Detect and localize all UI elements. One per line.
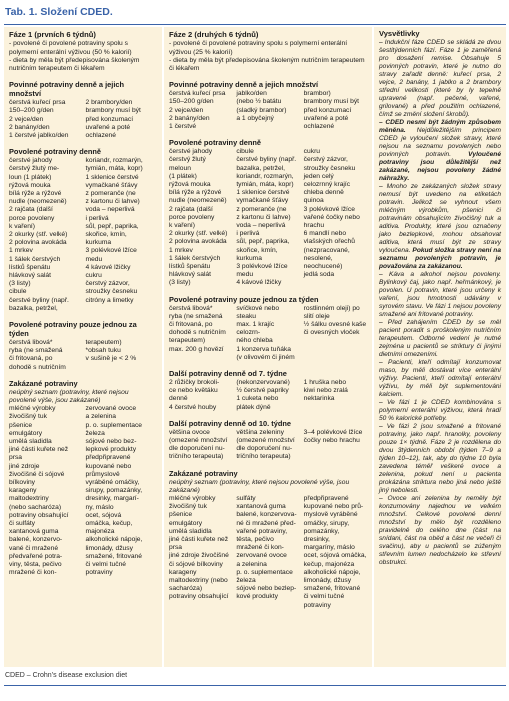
phase1-limited-title: Povolené potraviny pouze jednou za týden xyxy=(9,319,137,338)
explanation-p2 xyxy=(379,119,501,183)
phase1-limited-grid xyxy=(9,339,157,372)
phase1-forbidden-title: Zakázané potraviny xyxy=(9,378,78,388)
table-footnote: CDED – Crohn’s disease exclusion diet xyxy=(5,672,128,679)
explanation-p2-body: Nejdůležitějším principem CDED je vyloučení složek stravy, které nejsou na seznamu povolených nebo povinných potravin. xyxy=(379,127,501,158)
phase2-week7-col3: 1 hruška nebo kiwi nebo zralá nektarinka xyxy=(303,379,348,403)
phase1-bullets: - povolené či povolené potraviny spolu s polymerní enterální výživou (50 % kalorií) - dieta by měla být předepisována školeným nutričním terapeutem či lékařem xyxy=(9,40,140,72)
phase2-week7-col1: 2 růžičky brokoli- ce nebo květáku denně 4 čerstvé houby xyxy=(169,379,220,411)
phase2-allowed-col3: cukru čerstvý zázvor, stroužky česneku jeden celý celozrnný krajíc chleba denně quinoa 3 polévkové lžíce vařené čočky nebo hrachu 6 mandlí nebo vlašských ořechů (nezpracované, nesolené, neochucené) jedlá soda xyxy=(303,148,360,279)
phase1-forbidden-col1: mléčné výrobky živočišný tuk pšenice emulgátory umělá sladidla jiné části kuřete než prsa jiné zdroje živočišné či sójové bílkoviny karageny maltodextriny (nebo sacharóza) potraviny obsahující či sulfáty xantanová guma balené, konzervo- vané či mražené předvařené potra- viny, těsta, pečivo mražené či kon- xyxy=(9,405,69,577)
phase1-allowed-title: Povolené potraviny denně xyxy=(9,147,101,157)
phase2-forbidden-col1: mléčné výrobky živočišný tuk pšenice emulgátory umělá sladidla jiné části kuřete než prsa jiné zdroje živočišné či sójové bílkoviny karageny maltodextriny (nebo sacharóza) potraviny obsahující xyxy=(169,495,229,601)
phase1-title: Fáze 1 (prvních 6 týdnů) xyxy=(9,30,96,39)
explanation-p2-emphasis: Vyloučené potraviny jsou důležitější než zakázané, nejsou povoleny žádné náhražky. xyxy=(379,151,501,182)
phase2-week10-title: Další potraviny denně od 10. týdne xyxy=(169,418,291,428)
phase2-limited-col1: čerstvá libová* ryba (ne smažená či fritovaná, po dohodě s nutričním terapeutem) max. 200 g hovězí xyxy=(169,304,226,353)
phase1-mandatory-title: Povinné potraviny denně a jejich množství xyxy=(9,80,124,99)
phase1-allowed-grid xyxy=(9,157,157,313)
phase1-mandatory-col1: čerstvá kuřecí prsa 150–200 g/den 2 vejce/den 2 banány/den 1 čerstvé jablko/den xyxy=(9,99,69,139)
phase2-limited-col3: rostlinném oleji) po slití oleje ½ šálku ovesné kaše či ovesných vloček xyxy=(303,304,367,337)
phase1-limited-col2: terapeutem) *obsah tuku v sušině je < 2 % xyxy=(85,338,137,363)
phase1-forbidden-intro: neúplný seznam (potraviny, které nejsou povolené výše, jsou zakázané) xyxy=(9,388,129,404)
phase1-forbidden-grid xyxy=(9,405,157,577)
phase2-mandatory-col3: brambor) brambory musí být před konzumací uvařené a poté ochlazené xyxy=(303,90,360,130)
phase2-forbidden-col2: sulfáty xantanová guma balené, konzervova- né či mražené před- vařené potraviny, těsta, pečivo mražené či kon- zervované ovoce a zelenina p. o. suplementace železa sójové nebo bezlep- kové produkty xyxy=(236,495,297,601)
explanation-p3 xyxy=(379,183,501,271)
table-title: Tab. 1. Složení CDED. xyxy=(5,6,113,18)
phase2-week10-col2: většina zeleniny (omezené množství dle doporučení nu- tričního terapeuta) xyxy=(236,428,295,461)
explanation-p2-strong: – CDED nesmí být žádným způsobem měněna. xyxy=(379,119,501,134)
explanation-p7: – Ve fázi 1 je CDED kombinována s polymerní enterální výživou, která hradí 50 % kalorické potřeby. xyxy=(379,399,501,422)
phase1-allowed-col1: čerstvé jahody čerstvý žlutý me- loun (1 plátek) rýžová mouka bílá rýže a rýžové nudle (neomezeně) 2 rajčata (další porce povoleny k vaření) 2 okurky (stř. velké) 2 polovina avokáda 1 mrkev 1 šálek čerstvých lístků špenátu hlávkový salát (3 listy) cibule čerstvé byliny (např. bazalka, petržel, xyxy=(9,157,69,312)
phase2-forbidden-col3: předpřipravené kupované nebo prů- myslově vyráběné omáčky, sirupy, pomazánky, dresinky, margaríny, máslo ocet, sójová omáčka, kečup, majonéza alkoholické nápoje, limonády, džusy smažené, fritované či velmi tučné potraviny xyxy=(303,495,367,609)
phase2-limited-col2: svíčkové nebo steaku max. 1 krajíc celozrn- ného chleba 1 konzerva tuňáka (v olivovém či jiném xyxy=(236,304,295,361)
phase2-allowed-col2: cibule čerstvé byliny (např. bazalka, petržel, koriandr, rozmarýn, tymián, máta, kopr) 1 sklenice čerstvé vymačkané šťávy z pomeranče (ne z kartonu či lahve) voda – neperlivá i perlivá sůl, pepř, paprika, skořice, kmín, kurkuma 3 polévkové lžíce medu 4 kávové lžičky xyxy=(236,148,297,287)
phase1-forbidden-col2: zervované ovoce a zelenina p. o. suplementace železa sójové nebo bez- lepkové produkty předpřipravené kupované nebo průmyslově vyráběné omáčky, sirupy, pomazánky, dresinky, margarí- ny, máslo ocet, sójová omáčka, kečup, majonéza alkoholické nápoje, limonády, džusy smažené, fritované či velmi tučné potraviny xyxy=(85,405,143,577)
phase2-allowed-col1: čerstvé jahody čerstvý žlutý meloun (1 plátek) rýžová mouka bílá rýže a rýžové nudle (neomezeně) 2 rajčata (další porce povoleny k vaření) 2 okurky (stř. velké) 2 polovina avokáda 1 mrkev 1 šálek čerstvých lístků špenátu hlávkový salát (3 listy) xyxy=(169,148,228,287)
bottom-rule xyxy=(4,685,506,686)
phase2-title: Fáze 2 (druhých 6 týdnů) xyxy=(169,30,259,39)
phase1-column xyxy=(4,27,162,667)
phase2-week7-col2: (nekonzervované) ½ čerstvé papriky 1 cuketa nebo plátek dýně xyxy=(236,379,290,411)
explanation-p3-body: – Mnoho ze zakázaných složek stravy nemusí být uvedeno na etiketách potravin. Jelikož se vyhnout všem mléčným výrobkům, pšenici či potravinám obsahujícím živočišný tuk a aditiva. Produkty, které jsou označeny jako bezlepkové, mohou obsahovat aditiva, která musí být ze stravy vyloučena. xyxy=(379,183,501,254)
phase2-forbidden-grid xyxy=(169,495,367,610)
phase2-allowed-title: Povolené potraviny denně xyxy=(169,138,261,148)
explanations-title: Vysvětlivky xyxy=(379,29,420,38)
phase2-column xyxy=(164,27,372,667)
phase2-week10-col1: většina ovoce (omezené množství dle doporučení nu- tričního terapeuta) xyxy=(169,428,228,461)
phase1-mandatory-grid xyxy=(9,99,157,140)
phase2-limited-grid xyxy=(169,305,367,362)
explanation-p8: – Ve fázi 2 jsou smažené a fritované potraviny, jako např. hranolky, povoleny pouze 1× týdně. Fáze 2 je rozdělena do dvou 3týdenních období (týden 7–9 a týden 10–12), tak, aby do týdne 10 byla zavedena téměř veškeré ovoce a zelenina, pokud není u pacienta prokázána striktura nebo jiná nebo ještě jiný nebolesti. xyxy=(379,423,501,494)
phase2-mandatory-col2: jablko/den (nebo ½ batátu (sladký brambor) a 1 obyčejný xyxy=(236,90,287,122)
phase2-bullets: - povolené či povolené potraviny spolu s polymerní enterální výživou (25 % kalorií) - dieta by měla být předepisována školeným nutričním terapeutem či lékařem xyxy=(169,40,365,72)
explanation-p5: – Před zahájením CDED by se měl pacient poradit s proškoleným nutričním terapeutem. Odborné vedení je nutné zejména u pacientů se striktury či jinými dietními omezeními. xyxy=(379,319,501,358)
explanation-p4: – Káva a alkohol nejsou povoleny. Bylinkový čaj, jako např. heřmánkový, je povolen. U potravin, které jsou určeny k vaření, jsou hmotnosti udávány v syrovém stavu. Ve fázi 1 nejsou povoleny smažené ani fritované potraviny. xyxy=(379,271,501,318)
phase2-mandatory-title: Povinné potraviny denně a jejich množství xyxy=(169,80,319,90)
phase2-allowed-grid xyxy=(169,148,367,287)
explanations-column xyxy=(374,27,506,667)
explanation-p1: – Indukční fáze CDED se skládá ze dvou šestitýdenních fází. Fáze 1 je zaměřená pro dosažení remise. Obsahuje 5 povinných potravin, které je nutno do stravy zařadit denně: kuřecí prsa, 2 vejce, 2 banány, 1 jablko a 2 brambory střední velikosti (které by ly tepelně upravené (např. pečené, vařené, grilované) a před použitím ochlazené, čímž se změní složení škrobů). xyxy=(379,39,501,118)
phase2-week10-grid xyxy=(169,429,367,462)
phase2-week10-col3: 3–4 polévkové lžíce čočky nebo hrachu xyxy=(303,428,363,445)
phase2-week7-grid xyxy=(169,379,367,412)
phase2-week7-title: Další potraviny denně od 7. týdne xyxy=(169,369,287,378)
phase2-forbidden-intro: neúplný seznam (potraviny, které nejsou povolené výše, jsou zakázané) xyxy=(169,478,350,494)
phase2-mandatory-grid xyxy=(169,90,367,131)
explanation-p3-emphasis: Pokud složka stravy není na seznamu povolených potravin, je považována za zakázanou. xyxy=(379,247,501,270)
phase1-mandatory-col2: 2 brambory/den brambory musí být před konzumací uvařené a poté ochlazené xyxy=(85,99,141,139)
phase2-forbidden-title: Zakázané potraviny xyxy=(169,468,238,478)
explanation-p6: – Pacienti, kteří odmítají konzumovat maso, by měli dostávat více enterální výživy. Pacienti, kteří odmítají enterální výživu, by měli být suplementováni kalciem. xyxy=(379,359,501,398)
title-rule xyxy=(4,24,506,25)
phase2-limited-title: Povolené potraviny pouze jednou za týden xyxy=(169,294,319,304)
phase2-mandatory-col1: čerstvá kuřecí prsa 150–200 g/den 2 vejce/den 2 banány/den 1 čerstvé xyxy=(169,90,226,130)
phase1-allowed-col2: koriandr, rozmarýn, tymián, máta, kopr) 1 sklenice čerstvé vymačkané šťávy z pomeranče (ne z kartonu či lahve) voda – neperlivá i perlivá sůl, pepř, paprika, skořice, kmín, kurkuma 3 polévkové lžíce medu 4 kávové lžičky cukru čerstvý zázvor, stroužky česneku citróny a limetky xyxy=(85,157,143,304)
explanation-p9: – Ovoce ani zelenina by neměly být konzumovány najednou ve velkém množství. Celkové povolené denní množství by mělo být rozděleno pravidelně do celého dne (část na snídani, část na oběd a část ne večeři či svačinu), aby u pacientů se zúženým střevním lumen nedocházelo ke střevní obstrukci. xyxy=(379,495,501,566)
phase1-limited-col1: čerstvá libová* ryba (ne smažená či fritovaná, po dohodě s nutričním xyxy=(9,338,66,371)
